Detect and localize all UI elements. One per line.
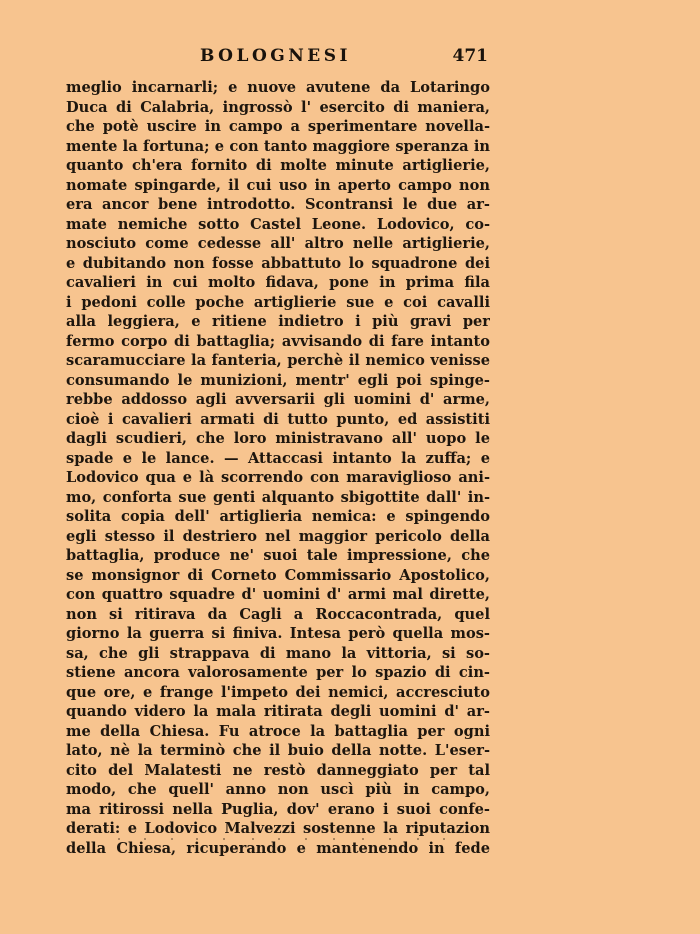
ink-speck [417,838,419,840]
ink-speck [362,838,364,840]
running-head [66,46,490,72]
ink-speck [443,838,445,840]
text-line: dagli scudieri, che loro ministravano all' uopo le [66,430,490,447]
text-line: quando videro la mala ritirata degli uomini d' ar- [66,703,490,720]
text-line: me della Chiesa. Fu atroce la battaglia per ogni [66,722,490,740]
text-line: giorno la guerra si finiva. Intesa però quella mos- [66,625,490,642]
ink-speck [144,838,146,840]
text-line: solita copia dell' artiglieria nemica: e spingendo [66,508,490,525]
text-line: non si ritirava da Cagli a Roccacontrada, quel [66,605,490,623]
text-line: scaramucciare la fanteria, perchè il nemico venisse [66,352,490,369]
text-line: lato, nè la terminò che il buio della notte. L'eser- [66,742,490,759]
running-title: BOLOGNESI [200,46,351,66]
text-line: que ore, e frange l'impeto dei nemici, accresciuto [66,683,490,701]
text-line: se monsignor di Corneto Commissario Apostolico, [66,566,490,584]
text-line: con quattro squadre d' uomini d' armi mal dirette, [66,586,490,603]
text-line: cioè i cavalieri armati di tutto punto, ed assistiti [66,410,490,428]
text-line: fermo corpo di battaglia; avvisando di fare intanto [66,332,490,350]
text-line: derati: e Lodovico Malvezzi sostenne la riputazion [66,820,490,837]
text-line: Duca di Calabria, ingrossò l' esercito di maniera, [66,98,490,116]
text-line: Lodovico qua e là scorrendo con maraviglioso ani- [66,469,490,486]
text-line: ma ritirossi nella Puglia, dov' erano i suoi confe- [66,800,490,818]
ink-speck [118,838,120,840]
ink-speck [389,838,391,840]
text-line: mate nemiche sotto Castel Leone. Lodovico, co- [66,215,490,233]
ink-speck [171,838,173,840]
text-line: e dubitando non fosse abbattuto lo squadrone dei [66,254,490,272]
text-line: era ancor bene introdotto. Scontransi le due ar- [66,196,490,213]
text-line: nosciuto come cedesse all' altro nelle artiglierie, [66,235,490,252]
ink-speck [333,838,335,840]
text-line: spade e le lance. — Attaccasi intanto la zuffa; e [66,449,490,467]
text-line: della Chiesa, ricuperando e mantenendo in fede [66,839,490,857]
text-line: battaglia, produce ne' suoi tale impressione, che [66,547,490,564]
text-line: quanto ch'era fornito di molte minute artiglierie, [66,157,490,174]
ink-speck [196,838,198,840]
text-line: nomate spingarde, il cui uso in aperto campo non [66,176,490,194]
page-number: 471 [452,46,488,66]
text-line: alla leggiera, e ritiene indietro i più gravi per [66,313,490,330]
text-line: che potè uscire in campo a sperimentare novella- [66,118,490,135]
text-line: egli stesso il destriero nel maggior pericolo della [66,527,490,545]
ink-speck [278,838,280,840]
ink-speck [305,838,307,840]
text-line: mo, conforta sue genti alquanto sbigottite dall' in- [66,488,490,506]
ink-speck [223,838,225,840]
text-line: sa, che gli strappava di mano la vittoria, si so- [66,644,490,662]
text-line: stiene ancora valorosamente per lo spazio di cin- [66,664,490,681]
text-line: cavalieri in cui molto fidava, pone in prima fila [66,274,490,291]
text-line: meglio incarnarli; e nuove avutene da Lotaringo [66,79,490,96]
body-text [66,78,490,858]
text-line: consumando le munizioni, mentr' egli poi spinge- [66,371,490,389]
text-line: modo, che quell' anno non uscì più in campo, [66,781,490,798]
text-line: cito del Malatesti ne restò danneggiato per tal [66,761,490,779]
ink-speck [252,838,254,840]
print-specks [100,836,480,844]
text-line: mente la fortuna; e con tanto maggiore speranza in [66,137,490,155]
text-line: rebbe addosso agli avversarii gli uomini d' arme, [66,391,490,408]
text-line: i pedoni colle poche artiglierie sue e coi cavalli [66,293,490,311]
